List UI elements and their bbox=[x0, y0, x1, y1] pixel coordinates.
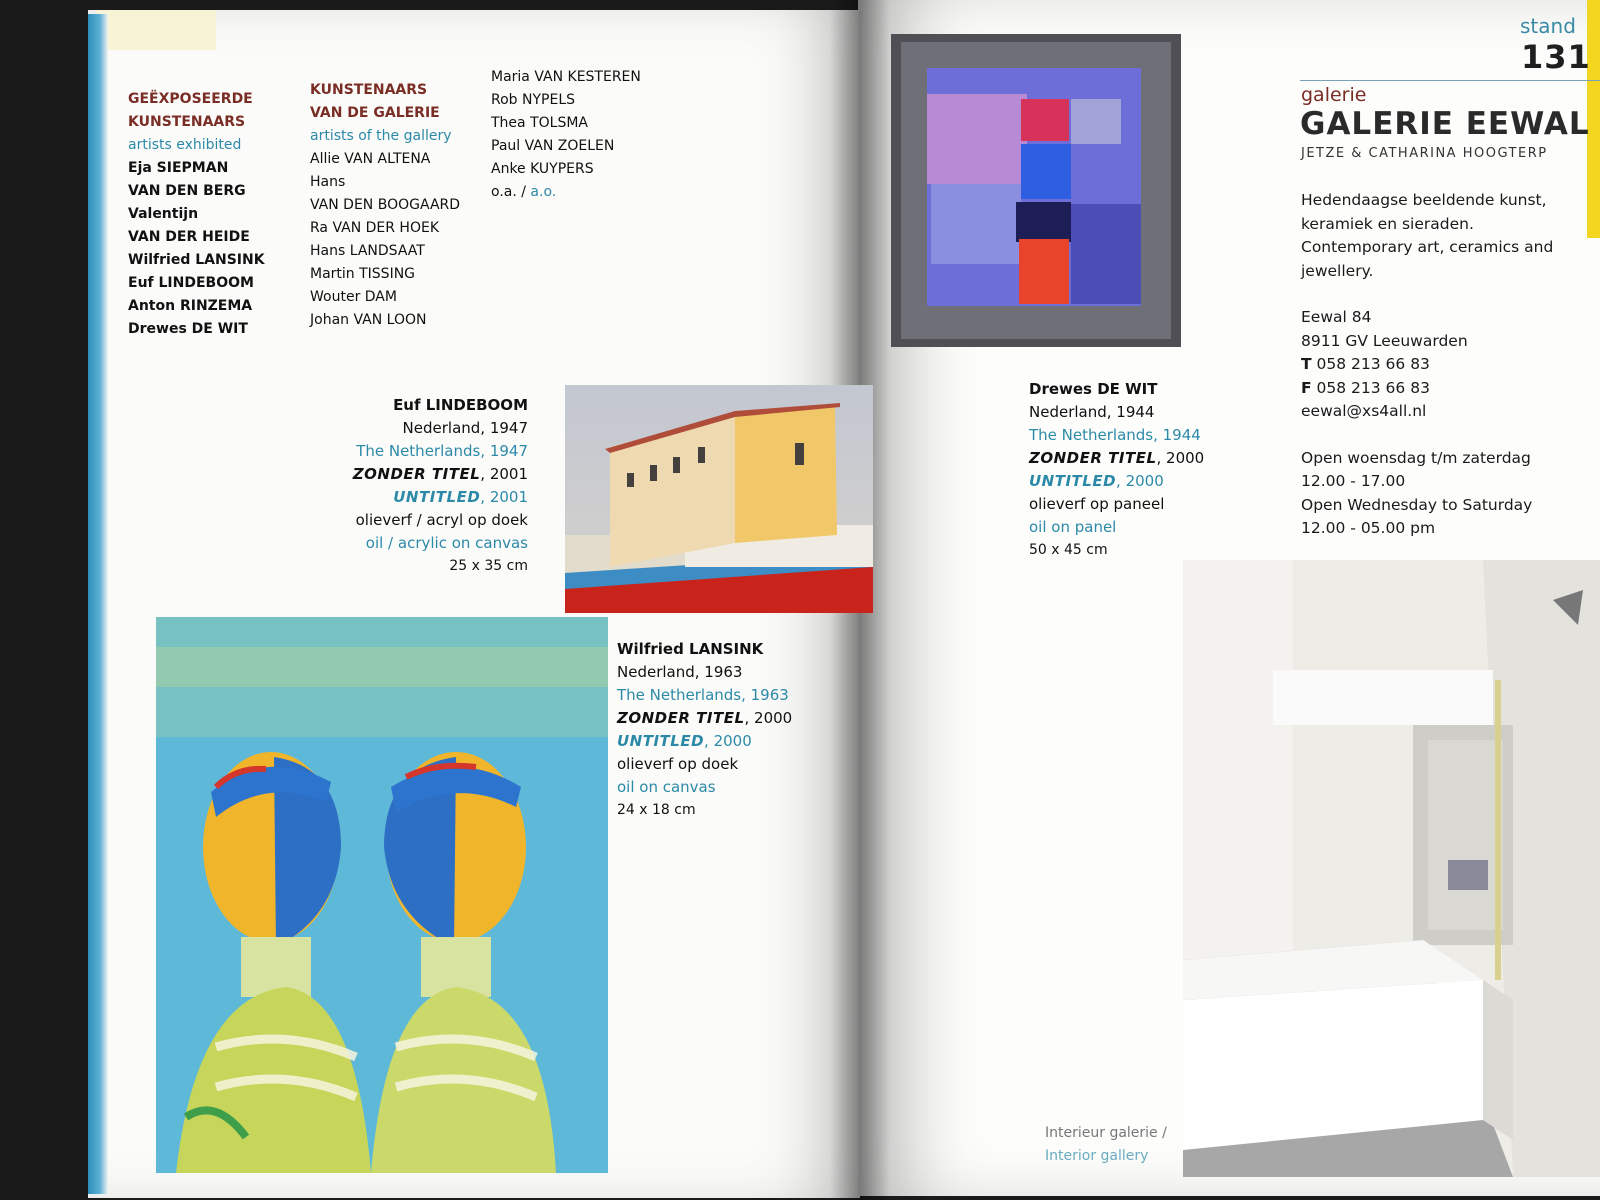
exhibited-heading-line1: GEËXPOSEERDE bbox=[128, 91, 253, 107]
title-nl: ZONDER TITEL bbox=[617, 709, 745, 727]
exhibited-artists-block bbox=[128, 88, 265, 341]
gallery-artist: Ra VAN DER HOEK bbox=[310, 220, 440, 236]
artwork-title-en bbox=[617, 730, 792, 753]
artwork-medium-en: oil / acrylic on canvas bbox=[365, 534, 528, 552]
gallery-owners: JETZE & CATHARINA HOOGTERP bbox=[1301, 146, 1548, 161]
year-en: , 2001 bbox=[480, 488, 528, 506]
exhibited-heading-en: artists exhibited bbox=[128, 137, 242, 153]
artwork-origin-en: The Netherlands, 1944 bbox=[1029, 426, 1201, 444]
hours-en: 12.00 - 05.00 pm bbox=[1301, 519, 1436, 537]
exhibited-artist: Wilfried LANSINK bbox=[128, 252, 265, 268]
caption-nl: Interieur galerie / bbox=[1045, 1125, 1167, 1141]
artwork-title-nl bbox=[353, 463, 528, 486]
fax-number: 058 213 66 83 bbox=[1316, 378, 1430, 397]
description-nl: keramiek en sieraden. bbox=[1301, 214, 1474, 233]
artwork-medium-nl: olieverf op paneel bbox=[1029, 495, 1165, 513]
exhibited-artist: Drewes DE WIT bbox=[128, 321, 248, 337]
dewit-painting bbox=[891, 34, 1181, 347]
exhibited-artist: Anton RINZEMA bbox=[128, 298, 253, 314]
lindeboom-caption bbox=[353, 394, 528, 578]
artwork-origin-nl: Nederland, 1963 bbox=[617, 663, 743, 681]
address-line: 8911 GV Leeuwarden bbox=[1301, 331, 1468, 350]
others-note-en: a.o. bbox=[530, 184, 557, 200]
hours-nl: Open woensdag t/m zaterdag bbox=[1301, 448, 1531, 467]
title-nl: ZONDER TITEL bbox=[352, 465, 481, 483]
year-en: , 2000 bbox=[1116, 472, 1164, 490]
exhibited-heading-line2: KUNSTENAARS bbox=[128, 114, 246, 130]
lindeboom-painting bbox=[565, 385, 873, 613]
artwork-medium-en: oil on panel bbox=[1029, 518, 1117, 536]
gallery-artists-heading-line1: KUNSTENAARS bbox=[310, 82, 428, 98]
exhibited-artist: VAN DER HEIDE bbox=[128, 229, 250, 245]
fax-label: F bbox=[1301, 378, 1312, 397]
description-en: jewellery. bbox=[1301, 261, 1374, 280]
hours-nl: 12.00 - 17.00 bbox=[1301, 472, 1406, 490]
spacer bbox=[1301, 424, 1553, 447]
gallery-artist: Hans bbox=[310, 174, 346, 190]
title-nl: ZONDER TITEL bbox=[1029, 449, 1157, 467]
exhibited-artist: Valentijn bbox=[128, 206, 199, 222]
gallery-kind: galerie bbox=[1301, 84, 1367, 106]
others-note-nl: o.a. / bbox=[491, 184, 526, 200]
address-line: Eewal 84 bbox=[1301, 308, 1372, 326]
gallery-artist: Allie VAN ALTENA bbox=[310, 151, 431, 167]
gallery-artists-heading-line2: VAN DE GALERIE bbox=[310, 105, 440, 121]
interior-caption bbox=[1045, 1122, 1167, 1168]
lansink-caption bbox=[617, 638, 792, 822]
page-edge-decor bbox=[96, 10, 216, 50]
gallery-artist: Paul VAN ZOELEN bbox=[491, 138, 615, 154]
artwork-title-nl bbox=[617, 707, 792, 730]
exhibited-artist: Euf LINDEBOOM bbox=[128, 275, 254, 291]
gallery-artist: Maria VAN KESTEREN bbox=[491, 69, 641, 85]
artwork-artist: Drewes DE WIT bbox=[1029, 380, 1158, 398]
artwork-title-nl bbox=[1029, 447, 1204, 470]
gallery-artist: Anke KUYPERS bbox=[491, 161, 594, 177]
artwork-artist: Wilfried LANSINK bbox=[617, 640, 764, 658]
exhibited-artist: Eja SIEPMAN bbox=[128, 160, 229, 176]
gallery-artists-heading-en: artists of the gallery bbox=[310, 128, 452, 144]
gallery-artists-block bbox=[310, 79, 460, 332]
email: eewal@xs4all.nl bbox=[1301, 402, 1427, 420]
phone-label: T bbox=[1301, 355, 1312, 373]
gallery-artist: Wouter DAM bbox=[310, 289, 397, 305]
artwork-title-en bbox=[1029, 470, 1204, 493]
description-en: Contemporary art, ceramics and bbox=[1301, 238, 1554, 256]
header-divider bbox=[1300, 80, 1600, 81]
year-nl: , 2000 bbox=[1156, 449, 1205, 467]
gallery-artist: Martin TISSING bbox=[310, 266, 416, 282]
spacer bbox=[1301, 283, 1553, 306]
gallery-artist: Johan VAN LOON bbox=[310, 312, 427, 328]
title-en: UNTITLED bbox=[393, 488, 481, 506]
caption-en: Interior gallery bbox=[1045, 1148, 1149, 1164]
phone-number: 058 213 66 83 bbox=[1316, 355, 1430, 373]
blue-spine-edge bbox=[88, 14, 108, 1194]
artwork-origin-en: The Netherlands, 1947 bbox=[356, 442, 528, 460]
gallery-artist: Thea TOLSMA bbox=[491, 115, 588, 131]
lansink-painting bbox=[156, 617, 608, 1173]
fax-line bbox=[1301, 377, 1553, 401]
year-nl: , 2000 bbox=[744, 709, 793, 727]
gallery-interior-photo bbox=[1183, 560, 1600, 1177]
gallery-artist: Hans LANDSAAT bbox=[310, 243, 425, 259]
artwork-medium-nl: olieverf / acryl op doek bbox=[355, 511, 528, 529]
artwork-origin-nl: Nederland, 1944 bbox=[1029, 403, 1155, 421]
year-nl: , 2001 bbox=[480, 465, 528, 483]
artwork-artist: Euf LINDEBOOM bbox=[393, 396, 528, 414]
gallery-artist: Rob NYPELS bbox=[491, 92, 575, 108]
artwork-origin-en: The Netherlands, 1963 bbox=[617, 686, 789, 704]
stand-label: stand bbox=[1520, 14, 1576, 38]
phone-line bbox=[1301, 353, 1553, 377]
others-note bbox=[491, 181, 641, 204]
gallery-name: GALERIE EEWAL bbox=[1300, 106, 1590, 142]
exhibited-artist: VAN DEN BERG bbox=[128, 183, 246, 199]
title-en: UNTITLED bbox=[617, 732, 705, 750]
stand-number: 131 bbox=[1521, 38, 1591, 76]
artwork-size: 25 x 35 cm bbox=[449, 558, 528, 574]
title-en: UNTITLED bbox=[1029, 472, 1117, 490]
year-en: , 2000 bbox=[704, 732, 752, 750]
artwork-medium-en: oil on canvas bbox=[617, 778, 716, 796]
description-nl: Hedendaagse beeldende kunst, bbox=[1301, 191, 1547, 209]
artwork-size: 24 x 18 cm bbox=[617, 802, 696, 818]
artwork-medium-nl: olieverf op doek bbox=[617, 755, 739, 773]
gallery-info bbox=[1301, 189, 1553, 541]
gallery-artist: VAN DEN BOOGAARD bbox=[310, 197, 461, 213]
gallery-artists-block-2 bbox=[491, 66, 641, 204]
artwork-title-en bbox=[353, 486, 528, 509]
artwork-size: 50 x 45 cm bbox=[1029, 542, 1108, 558]
hours-en: Open Wednesday to Saturday bbox=[1301, 495, 1533, 514]
artwork-origin-nl: Nederland, 1947 bbox=[402, 419, 528, 437]
dewit-caption bbox=[1029, 378, 1204, 562]
